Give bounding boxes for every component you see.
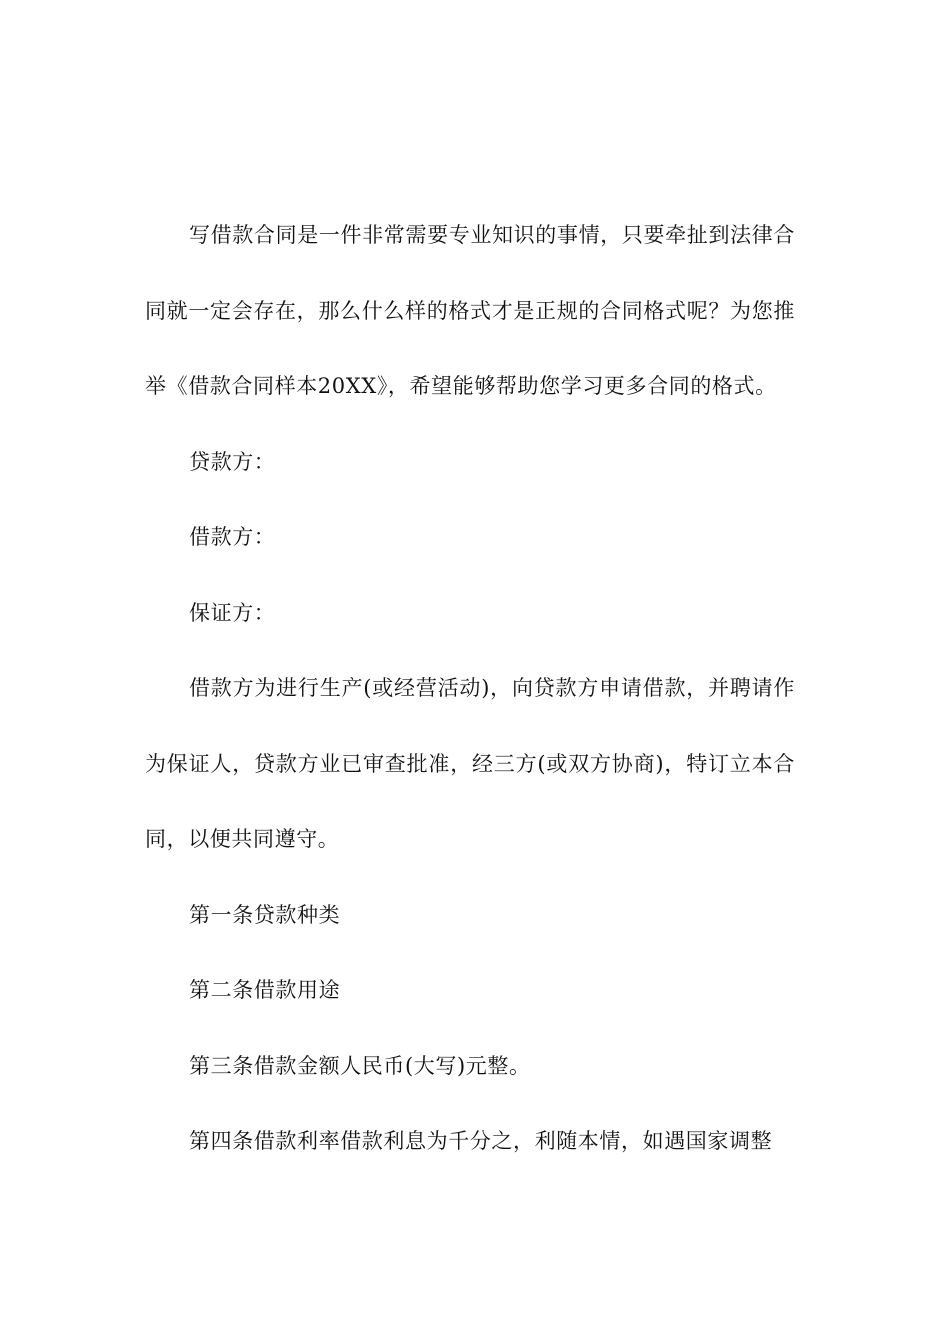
guarantor-line: 保证方： — [189, 600, 276, 625]
lender-line: 贷款方： — [189, 449, 276, 474]
borrower-line: 借款方： — [189, 525, 276, 549]
article-4: 第四条借款利率借款利息为千分之，利随本情，如遇国家调整 — [189, 1129, 773, 1153]
document-body — [145, 198, 795, 1180]
preamble-paragraph: 借款方为进行生产(或经营活动)，向贷款方申请借款，并聘请作为保证人，贷款方业已审查批准，经三方(或双方协商)，特订立本合同，以便共同遵守。 — [145, 676, 795, 851]
article-3: 第三条借款金额人民币(大写)元整。 — [189, 1053, 531, 1078]
article-1: 第一条贷款种类 — [189, 902, 341, 927]
intro-paragraph: 写借款合同是一件非常需要专业知识的事情，只要牵扯到法律合同就一定会存在，那么什么样的格式才是正规的合同格式呢？为您推举《借款合同样本20XX》，希望能够帮助您学习更多合同的格式。 — [145, 223, 795, 398]
article-2: 第二条借款用途 — [189, 978, 341, 1002]
